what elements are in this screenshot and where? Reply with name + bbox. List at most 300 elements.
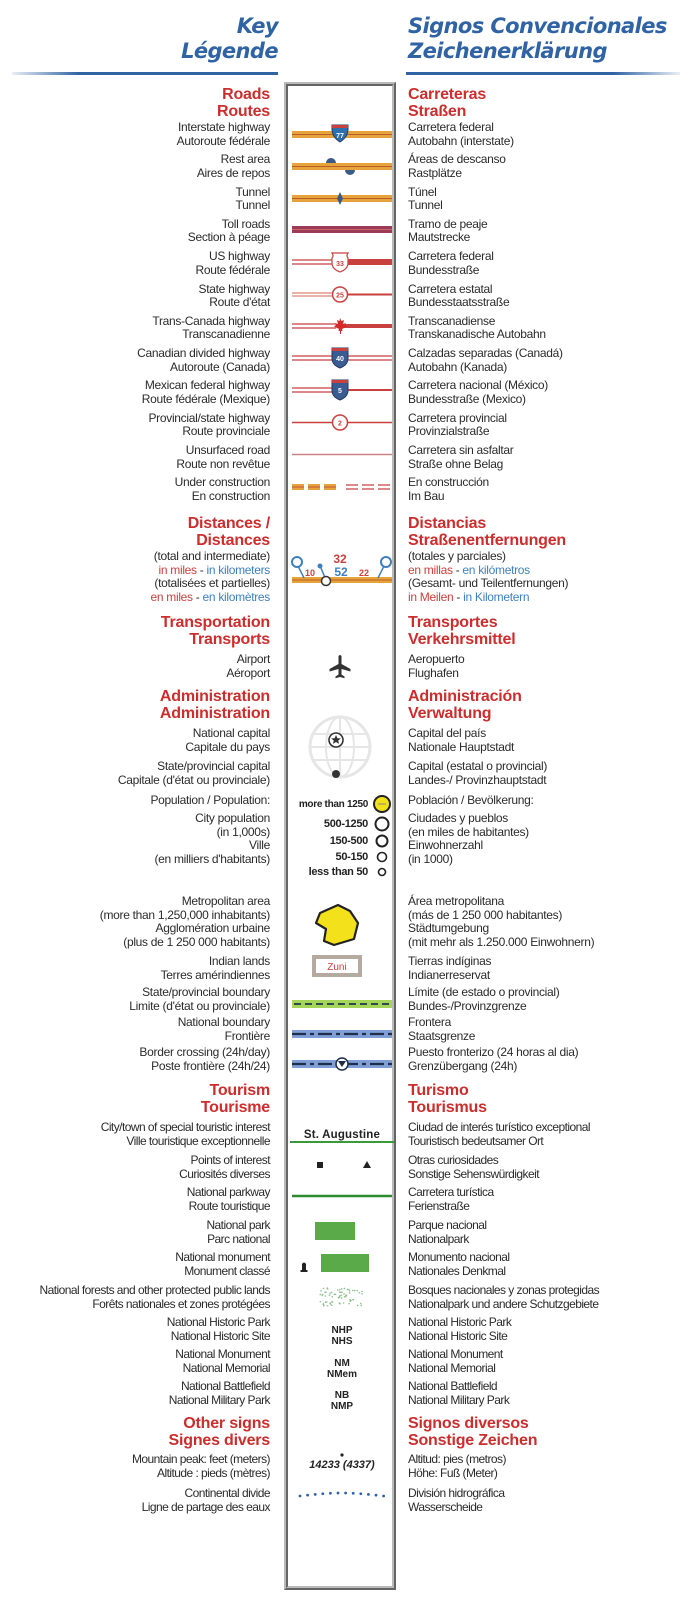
label-line: Wasserscheide: [408, 1499, 483, 1514]
label-line: Monument classé: [184, 1263, 270, 1278]
population-class-row: [324, 815, 392, 833]
sep: -: [196, 562, 207, 577]
national-monument-area-icon: [321, 1254, 369, 1272]
label-line: US highway: [208, 249, 270, 264]
label-line: Tunnel: [408, 198, 443, 213]
label-line: Im Bau: [408, 488, 445, 503]
distance-symbol: [290, 548, 394, 590]
label-fr: Capitale (d'état ou provinciale): [117, 772, 270, 787]
section-tourism-title: [201, 1082, 270, 1116]
segment-right-distance: 22: [358, 568, 370, 578]
desc-line: (en miles de habitantes): [408, 824, 529, 839]
forest-speckle: [345, 1296, 347, 1298]
label-line: National forests and other protected public lands: [39, 1283, 270, 1297]
label-line: Transkanadische Autobahn: [408, 327, 546, 342]
section-title-es: Transportes: [408, 614, 498, 631]
label-line: Carretera provincial: [408, 410, 507, 425]
label-line: National parkway: [186, 1185, 270, 1199]
abbr-nmem: NMem: [326, 1369, 358, 1380]
section-title-en: Transportation: [160, 614, 270, 631]
legend-item-maple-leaf-right: [408, 315, 546, 342]
label-line: Mexican federal highway: [144, 378, 270, 393]
forest-speckle: [352, 1290, 354, 1292]
legend-item-indian-lands-right: [408, 955, 491, 982]
legend-item-tunnel-left: [236, 186, 270, 213]
label-line: Frontière: [224, 1028, 270, 1043]
label-line: Section à péage: [187, 230, 270, 245]
forest-speckle: [350, 1300, 352, 1302]
legend-item-state-boundary-right: [408, 986, 559, 1013]
label-line: División hidrográfica: [408, 1486, 505, 1500]
section-other-title: [169, 1415, 270, 1449]
label-line: National Historic Park: [408, 1315, 512, 1329]
forest-speckle: [352, 1299, 354, 1301]
legend-item-airport-right: [408, 653, 464, 680]
label-line: Tramo de peaje: [408, 216, 488, 231]
forest-speckle: [348, 1289, 350, 1291]
label-line: Áreas de descanso: [408, 152, 506, 167]
total-distance-km: 52: [334, 565, 348, 579]
divide-dot: [314, 1493, 317, 1496]
forest-speckle: [331, 1301, 333, 1303]
title-spanish: Signos Convencionales: [408, 14, 667, 38]
section-title-de: Verkehrsmittel: [408, 631, 516, 648]
section-title-de: Straßenentfernungen: [408, 532, 566, 549]
forest-speckle: [323, 1288, 325, 1290]
tunnel-symbol: [292, 192, 392, 205]
legend-item-airport-left: [226, 653, 270, 680]
label-line: Nationalpark: [408, 1231, 469, 1246]
population-class-row: [299, 795, 392, 813]
legend-item-provincial-circle-right: [408, 412, 507, 439]
toll-road-symbol: [292, 226, 392, 233]
label-line: Aires de repos: [196, 165, 270, 180]
label-line: Bundes-/Provinzgrenze: [408, 998, 527, 1013]
label-line: Toll roads: [221, 216, 270, 231]
label-line: Carretera federal: [408, 120, 494, 134]
label-fr: Capitale du pays: [185, 739, 270, 754]
label-line: Carretera federal: [408, 249, 494, 264]
label-line: Forêts nationales et zones protégées: [92, 1296, 270, 1311]
label-line: Altitude : pieds (mètres): [157, 1465, 270, 1480]
legend-item-state-capital-right: [408, 760, 547, 787]
national-boundary-icon: [292, 1030, 392, 1038]
label-en: State/provincial capital: [157, 759, 270, 773]
divide-dot: [337, 1492, 340, 1495]
legend-item-poi-left: [179, 1154, 270, 1181]
divide-dot: [367, 1493, 370, 1496]
label-line: Bosques nacionales y zonas protegidas: [408, 1283, 600, 1297]
mexican-federal-highway-symbol: [292, 380, 392, 400]
forest-speckle: [320, 1294, 322, 1296]
legend-item-border-crossing-left: [139, 1046, 270, 1073]
label-line: (more than 1,250,000 inhabitants): [99, 907, 270, 922]
distance-marker-icon: [318, 564, 323, 569]
airplane-icon: [330, 655, 351, 678]
other-symbols: [290, 1452, 394, 1512]
canada-shield-number: 40: [336, 356, 344, 363]
state-route-number: 25: [336, 292, 344, 300]
legend-item-national-capital-right: [408, 727, 514, 754]
label-line: Autobahn (interstate): [408, 133, 514, 148]
label-line: Monumento nacional: [408, 1250, 510, 1264]
legend-item-abbr-left: [169, 1380, 270, 1407]
section-title-en: Roads: [222, 86, 270, 103]
label-line: Provincial/state highway: [148, 410, 270, 425]
population-class-label: 50-150: [335, 851, 368, 863]
tunnel-icon: [337, 192, 343, 205]
section-administration-title: [160, 688, 270, 722]
key-title-translations: [408, 14, 667, 64]
km-label: en kilomètres: [202, 589, 270, 604]
poi-triangle-icon: [363, 1161, 371, 1168]
legend-item-rest-area-left: [197, 153, 270, 180]
rest-area-symbol: [292, 158, 392, 175]
label-line: Höhe: Fuß (Meter): [408, 1465, 498, 1480]
label-line: City/town of special touristic interest: [100, 1120, 270, 1134]
legend-item-metro-area-left: [100, 895, 270, 949]
national-capital-icon: [329, 733, 343, 747]
legend-item-national-boundary-right: [408, 1016, 475, 1043]
population-class-row: [309, 863, 392, 881]
section-roads-title-translations: [408, 86, 486, 120]
label-line: Tunnel: [235, 198, 270, 213]
monument-icon: [301, 1263, 308, 1273]
label-line: Points of interest: [190, 1153, 270, 1167]
divide-dot: [329, 1492, 332, 1495]
label-line: National Historic Site: [170, 1328, 270, 1343]
legend-item-parkway-left: [187, 1186, 270, 1213]
label-line: Transcanadiense: [408, 313, 496, 328]
forest-speckle: [331, 1304, 333, 1306]
label-line: Mountain peak: feet (meters): [131, 1452, 270, 1466]
abbr-nb: NB: [334, 1390, 350, 1401]
label-line: State highway: [198, 281, 270, 296]
divide-dot: [359, 1492, 362, 1495]
section-title-de: Sonstige Zeichen: [408, 1432, 538, 1449]
population-class-label: more than 1250: [298, 798, 368, 810]
label-line: National monument: [175, 1250, 270, 1264]
legend-item-national-monument-right: [408, 1251, 510, 1278]
forest-speckle: [341, 1297, 343, 1299]
continental-divide-icon: [299, 1492, 385, 1498]
forest-speckle: [340, 1295, 342, 1297]
section-title-en: Distances /: [187, 515, 270, 532]
label-es: Capital del país: [408, 726, 486, 740]
label-line: Área metropolitana: [408, 894, 504, 908]
desc-line: (Gesamt- und Teilentfernungen): [408, 576, 569, 590]
label-line: Parc national: [207, 1231, 270, 1246]
population-class-label: 150-500: [329, 835, 368, 847]
label-en: Airport: [236, 652, 270, 666]
legend-item-national-park-left: [206, 1219, 270, 1246]
key-title: [181, 14, 278, 64]
city-population-description-left: [154, 812, 270, 866]
provincial-route-number: 2: [338, 420, 342, 428]
forest-speckle: [343, 1302, 345, 1304]
section-title-de: Tourismus: [408, 1099, 487, 1116]
legend-item-abbr-left: [175, 1348, 270, 1375]
miles-label: in miles: [158, 562, 197, 577]
label-fr: Aéroport: [226, 665, 270, 680]
legend-item-national-capital-left: [185, 727, 270, 754]
label-line: Route d'état: [209, 295, 270, 309]
legend-item-national-park-right: [408, 1219, 486, 1246]
section-title-en: Other signs: [183, 1415, 270, 1432]
header-rule-gap: [278, 70, 406, 78]
label-line: Ferienstraße: [408, 1198, 470, 1213]
label-line: Frontera: [408, 1015, 451, 1029]
us-highway-symbol: [292, 253, 392, 272]
distance-marker-icon: [381, 557, 391, 567]
section-title-de: Verwaltung: [408, 705, 492, 722]
forest-speckle: [325, 1291, 327, 1293]
label-line: Touristisch bedeutsamer Ort: [408, 1133, 544, 1148]
label-line: Continental divide: [184, 1486, 270, 1500]
desc-line: Einwohnerzahl: [408, 838, 483, 852]
section-title-en: Administration: [159, 688, 270, 705]
forest-speckle: [344, 1288, 346, 1290]
city-circle-icon: [372, 863, 392, 881]
label-line: Carretera turística: [408, 1185, 494, 1199]
distance-junction-icon: [322, 577, 331, 586]
legend-item-state-boundary-left: [129, 986, 270, 1013]
label-line: En construction: [191, 488, 270, 503]
km-label: in Kilometern: [463, 589, 530, 604]
desc-line: Ciudades y pueblos: [408, 811, 509, 825]
label-line: National Monument: [175, 1347, 270, 1361]
legend-item-continental-divide-right: [408, 1487, 505, 1514]
legend-item-tourist-town-left: [101, 1121, 270, 1148]
population-classes: [290, 795, 394, 885]
legend-item-indian-lands-left: [161, 955, 270, 982]
legend-item-national-forest-left: [39, 1284, 270, 1311]
label-line: Trans-Canada highway: [152, 313, 270, 328]
forest-speckle: [320, 1290, 322, 1292]
section-title-fr: Tourisme: [200, 1099, 270, 1116]
desc-line: (in 1000): [408, 851, 453, 866]
forest-speckle: [361, 1305, 363, 1307]
legend-item-rest-area-right: [408, 153, 506, 180]
label-line: Städtumgebung: [408, 921, 489, 935]
desc-line: City population: [195, 811, 270, 825]
km-label: in kilometers: [206, 562, 270, 577]
legend-item-metro-area-right: [408, 895, 594, 949]
desc-line: (totalisées et partielles): [154, 576, 270, 590]
label-line: Rest area: [220, 152, 270, 167]
section-title-fr: Routes: [216, 103, 270, 120]
label-de: Flughafen: [408, 665, 459, 680]
desc-line: Ville: [249, 838, 270, 852]
metro-area-icon: [316, 905, 358, 945]
mexico-shield-number: 5: [338, 388, 342, 395]
label-line: National Historic Park: [166, 1315, 270, 1329]
forest-speckle: [333, 1294, 335, 1296]
label-line: Mautstrecke: [408, 230, 471, 245]
label-line: Grenzübergang (24h): [408, 1058, 518, 1073]
miles-label: en miles: [150, 589, 193, 604]
section-title-fr: Administration: [159, 705, 270, 722]
canadian-divided-highway-symbol: [292, 348, 392, 368]
label-line: Sonstige Sehenswürdigkeit: [408, 1166, 540, 1181]
label-line: Carretera sin asfaltar: [408, 443, 514, 457]
label-line: Autoroute (Canada): [170, 359, 270, 374]
provincial-highway-symbol: [292, 415, 392, 430]
label-line: Unsurfaced road: [185, 443, 270, 457]
label-line: Bundesstraße (Mexico): [408, 391, 526, 406]
section-title-es: Signos diversos: [408, 1415, 529, 1432]
legend-item-us-shield-left: [195, 250, 270, 277]
divide-dot: [352, 1492, 355, 1495]
label-line: Agglomération urbaine: [155, 921, 270, 935]
legend-item-peak-right: [408, 1453, 506, 1480]
poi-square-icon: [317, 1162, 323, 1168]
label-line: Ligne de partage des eaux: [141, 1499, 270, 1514]
section-title-es: Carreteras: [408, 86, 487, 103]
label-line: Straße ohne Belag: [408, 456, 503, 471]
section-tourism-title-translations: [408, 1082, 487, 1116]
legend-item-construction-left: [175, 476, 270, 503]
label-line: Route non revêtue: [176, 456, 270, 471]
legend-item-state-capital-left: [118, 760, 270, 787]
miles-label: in Meilen: [408, 589, 454, 604]
population-label-right: Población / Bevölkerung:: [408, 793, 534, 807]
population-class-label: less than 50: [308, 866, 368, 878]
legend-item-provincial-circle-left: [148, 412, 270, 439]
legend-item-national-monument-left: [175, 1251, 270, 1278]
abbr-nm: NM: [334, 1358, 350, 1369]
label-line: National park: [206, 1218, 270, 1232]
section-title-fr: Signes divers: [168, 1432, 270, 1449]
forest-speckle: [361, 1291, 363, 1293]
label-line: Route fédérale (Mexique): [141, 391, 270, 406]
border-crossing-icon: [292, 1058, 392, 1070]
segment-left-distance: 10: [304, 568, 316, 578]
legend-item-poi-right: [408, 1154, 539, 1181]
divide-dot: [382, 1495, 385, 1498]
label-line: Indianerreservat: [408, 967, 490, 982]
label-line: National Military Park: [408, 1392, 510, 1407]
forest-speckle: [331, 1291, 333, 1293]
label-line: Provinzialstraße: [408, 424, 490, 439]
population-class-label: 500-1250: [323, 818, 368, 830]
label-line: Limite (d'état ou provinciale): [129, 998, 270, 1013]
label-line: Nationales Denkmal: [408, 1263, 506, 1278]
divide-dot: [344, 1492, 347, 1495]
label-line: National boundary: [177, 1015, 270, 1029]
trans-canada-symbol: [292, 318, 392, 334]
title-french: Légende: [181, 39, 278, 63]
desc-line: (in 1,000s): [216, 824, 270, 839]
label-line: Route fédérale: [195, 262, 270, 277]
label-line: Rastplätze: [408, 165, 462, 180]
legend-item-mexico-shield-left: [142, 379, 270, 406]
label-line: National Military Park: [168, 1392, 270, 1407]
label-line: Transcanadienne: [182, 327, 270, 342]
interstate-highway-symbol: [292, 125, 392, 142]
label-line: National Memorial: [408, 1360, 496, 1375]
forest-speckle: [325, 1301, 327, 1303]
label-line: National Monument: [408, 1347, 503, 1361]
sep: -: [192, 589, 203, 604]
legend-item-unsurfaced-right: [408, 444, 513, 471]
road-symbols: [290, 122, 394, 506]
label-line: Route provinciale: [182, 424, 270, 439]
legend-item-mexico-shield-right: [408, 379, 548, 406]
units-line: [150, 591, 270, 605]
forest-speckle: [327, 1305, 329, 1307]
city-circle-icon: [372, 815, 392, 833]
forest-speckle: [329, 1293, 331, 1295]
peak-icon: [340, 1453, 343, 1456]
label-line: Tierras indíginas: [408, 954, 492, 968]
label-line: (mit mehr als 1.250.000 Einwohnern): [408, 934, 595, 949]
desc-line: (totales y parciales): [408, 549, 506, 563]
forest-speckle: [329, 1294, 331, 1296]
label-line: Poste frontière (24h/24): [151, 1058, 270, 1073]
legend-item-abbr-left: [167, 1316, 270, 1343]
legend-item-canada-shield-right: [408, 347, 563, 374]
forest-speckle: [326, 1287, 328, 1289]
label-line: National Battlefield: [408, 1379, 498, 1393]
us-shield-number: 33: [336, 261, 344, 268]
rest-area-icon: [345, 170, 355, 175]
label-line: Autobahn (Kanada): [408, 359, 507, 374]
units-line: [408, 591, 568, 605]
forest-speckle: [361, 1293, 363, 1295]
label-line: Otras curiosidades: [408, 1153, 499, 1167]
label-line: En construcción: [408, 475, 489, 490]
forest-speckle: [343, 1293, 345, 1295]
large-city-circle-icon: [372, 795, 392, 813]
label-line: Terres amérindiennes: [160, 967, 270, 982]
label-line: Parque nacional: [408, 1218, 487, 1232]
label-line: National Historic Site: [408, 1328, 508, 1343]
forest-speckle: [339, 1289, 341, 1291]
legend-item-abbr-right: [408, 1348, 503, 1375]
section-other-title-translations: [408, 1415, 537, 1449]
sep: -: [452, 562, 463, 577]
legend-item-toll-road-right: [408, 218, 487, 245]
divide-dot: [375, 1494, 378, 1497]
label-line: Under construction: [174, 475, 270, 490]
label-line: Tunnel: [235, 184, 270, 199]
divide-dot: [321, 1492, 324, 1495]
peak-elevation-label: 14233 (4337): [309, 1459, 375, 1471]
legend-item-canada-shield-left: [137, 347, 270, 374]
label-de: Nationale Hauptstadt: [408, 739, 515, 754]
legend-item-unsurfaced-left: [176, 444, 270, 471]
state-highway-symbol: [292, 287, 392, 302]
section-title-es: Administración: [408, 688, 522, 705]
section-transportation-title-translations: [408, 614, 515, 648]
forest-speckle: [356, 1290, 358, 1292]
tourist-town-label: St. Augustine: [303, 1129, 381, 1141]
legend-item-national-forest-right: [408, 1284, 599, 1311]
state-capital-icon: [332, 770, 340, 778]
legend-item-tourist-town-right: [408, 1121, 590, 1148]
label-line: Indian lands: [208, 954, 270, 968]
label-line: (más de 1 250 000 habitantes): [408, 907, 563, 922]
section-title-fr: Distances: [196, 532, 270, 549]
forest-speckle: [341, 1288, 343, 1290]
legend-item-maple-leaf-left: [152, 315, 270, 342]
label-es: Capital (estatal o provincial): [408, 759, 548, 773]
desc-line: (en milliers d'habitants): [154, 851, 270, 866]
legend-item-state-circle-right: [408, 283, 509, 310]
abbr-nhp: NHP: [331, 1325, 353, 1336]
label-line: Carretera estatal: [408, 281, 493, 296]
